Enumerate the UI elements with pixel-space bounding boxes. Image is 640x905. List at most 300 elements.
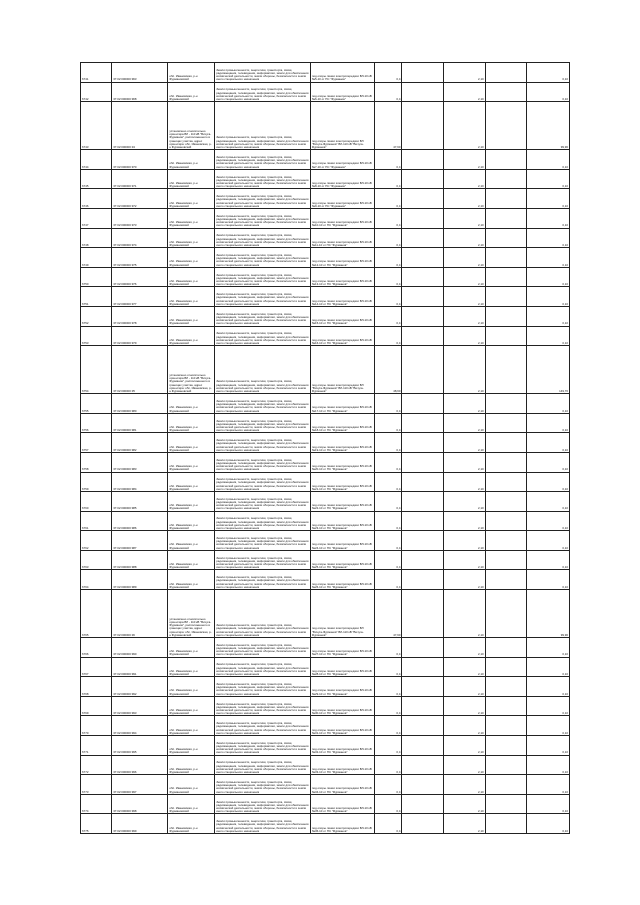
location-cell: обл. Ивановская, р-н Фурмановский	[168, 169, 215, 189]
land-category-cell: Земли промышленности, энергетики, транспорта, связи, радиовещания, телевидения, информатики, земли для обеспечения космической деятельности, земли обороны, безопасности и земли иного специального назначения	[215, 394, 311, 414]
table-row	[81, 590, 570, 638]
permitted-use-cell: под опоры линии электропередачи ВЛ-10 кВ №7-10 от ПС "Фурманов"	[310, 150, 375, 170]
location-cell: обл. Ивановская, р-н Фурмановский	[168, 150, 215, 170]
value-cell: 0,10	[527, 657, 570, 677]
value-cell: 0,10	[527, 638, 570, 658]
location-cell: обл. Ивановская, р-н Фурмановский	[168, 472, 215, 492]
table-row	[81, 82, 570, 102]
row-number-cell: 6750	[81, 267, 112, 287]
rate-cell: 2,10	[444, 492, 486, 512]
empty-cell	[485, 570, 527, 590]
empty-cell	[402, 775, 444, 795]
cadastral-number-cell: 37:02:000000:983	[112, 452, 168, 472]
empty-cell	[485, 63, 527, 83]
area-cell: 0,4	[375, 638, 402, 658]
area-cell: 0,4	[375, 287, 402, 307]
empty-cell	[485, 287, 527, 307]
land-category-cell: Земли промышленности, энергетики, транспорта, связи, радиовещания, телевидения, информатики, земли для обеспечения космической деятельности, земли обороны, безопасности и земли иного специального назначения	[215, 657, 311, 677]
land-category-cell: Земли промышленности, энергетики, транспорта, связи, радиовещания, телевидения, информатики, земли для обеспечения космической деятельности, земли обороны, безопасности и земли иного специального назначения	[215, 590, 311, 638]
location-cell: обл. Ивановская, р-н Фурмановский	[168, 326, 215, 346]
rate-cell: 2,10	[444, 472, 486, 492]
row-number-cell: 6761	[81, 511, 112, 531]
row-number-cell: 6749	[81, 248, 112, 268]
land-category-cell: Земли промышленности, энергетики, транспорта, связи, радиовещания, телевидения, информатики, земли для обеспечения космической деятельности, земли обороны, безопасности и земли иного специального назначения	[215, 814, 311, 834]
value-cell: 0,10	[527, 736, 570, 756]
rate-cell: 2,10	[444, 794, 486, 814]
empty-cell	[402, 590, 444, 638]
rate-cell: 2,10	[444, 267, 486, 287]
permitted-use-cell: под опоры линии электропередачи ВЛ-10 кВ №9-10 от ПС "Фурманов"	[310, 189, 375, 209]
rate-cell: 2,10	[444, 736, 486, 756]
permitted-use-cell: под опоры линии электропередачи ВЛ-10 кВ №21-10 от ПС "Фурманов"	[310, 472, 375, 492]
permitted-use-cell: под опоры линии электропередачи ВЛ-10 кВ №23-10 от ПС "Фурманов"	[310, 511, 375, 531]
rate-cell: 2,10	[444, 638, 486, 658]
rate-cell: 2,10	[444, 306, 486, 326]
rate-cell: 2,10	[444, 102, 486, 150]
area-cell: 48,60	[375, 346, 402, 394]
cadastral-number-cell: 37:02:000000:35	[112, 346, 168, 394]
cadastral-number-cell: 37:02:000000:987	[112, 531, 168, 551]
permitted-use-cell: под опоры линии электропередачи ВЛ-10 кВ №33-10 от ПС "Фурманов"	[310, 755, 375, 775]
cadastral-number-cell: 37:02:000000:34	[112, 102, 168, 150]
permitted-use-cell: под опоры линии электропередачи ВЛ-10 кВ №15-10 от ПС "Фурманов"	[310, 306, 375, 326]
table-row	[81, 657, 570, 677]
row-number-cell: 6774	[81, 794, 112, 814]
location-cell: обл. Ивановская, р-н Фурмановский	[168, 452, 215, 472]
area-cell: 0,4	[375, 326, 402, 346]
value-cell: 0,10	[527, 511, 570, 531]
empty-cell	[485, 590, 527, 638]
land-plot-table	[80, 62, 570, 834]
permitted-use-cell: под опоры линии электропередачи ВЛ-10 кВ №10-10 от ПС "Фурманов"	[310, 208, 375, 228]
cadastral-number-cell: 37:02:000000:984	[112, 472, 168, 492]
empty-cell	[402, 492, 444, 512]
empty-cell	[402, 346, 444, 394]
empty-cell	[485, 189, 527, 209]
rate-cell: 2,10	[444, 326, 486, 346]
location-cell: обл. Ивановская, р-н Фурмановский	[168, 287, 215, 307]
cadastral-number-cell: 37:02:000000:995	[112, 736, 168, 756]
area-cell: 0,4	[375, 755, 402, 775]
land-category-cell: Земли промышленности, энергетики, транспорта, связи, радиовещания, телевидения, информатики, земли для обеспечения космической деятельности, земли обороны, безопасности и земли иного специального назначения	[215, 736, 311, 756]
rate-cell: 2,10	[444, 169, 486, 189]
table-row	[81, 511, 570, 531]
empty-cell	[402, 550, 444, 570]
permitted-use-cell: под опоры линии электропередачи ВЛ-10 кВ №30-10 от ПС "Фурманов"	[310, 696, 375, 716]
cadastral-number-cell: 37:02:000000:998	[112, 794, 168, 814]
rate-cell: 2,10	[444, 82, 486, 102]
table-row	[81, 736, 570, 756]
empty-cell	[485, 696, 527, 716]
land-category-cell: Земли промышленности, энергетики, транспорта, связи, радиовещания, телевидения, информатики, земли для обеспечения космической деятельности, земли обороны, безопасности и земли иного специального назначения	[215, 570, 311, 590]
land-category-cell: Земли промышленности, энергетики, транспорта, связи, радиовещания, телевидения, информатики, земли для обеспечения космической деятельности, земли обороны, безопасности и земли иного специального назначения	[215, 638, 311, 658]
area-cell: 0,4	[375, 696, 402, 716]
land-category-cell: Земли промышленности, энергетики, транспорта, связи, радиовещания, телевидения, информатики, земли для обеспечения космической деятельности, земли обороны, безопасности и земли иного специального назначения	[215, 696, 311, 716]
empty-cell	[402, 511, 444, 531]
table-row	[81, 267, 570, 287]
rate-cell: 2,10	[444, 208, 486, 228]
table-row	[81, 63, 570, 83]
table-row	[81, 102, 570, 150]
land-category-cell: Земли промышленности, энергетики, транспорта, связи, радиовещания, телевидения, информатики, земли для обеспечения космической деятельности, земли обороны, безопасности и земли иного специального назначения	[215, 248, 311, 268]
permitted-use-cell: под опоры линии электропередачи ВЛ-10 кВ №16-10 от ПС "Фурманов"	[310, 326, 375, 346]
location-cell: обл. Ивановская, р-н Фурмановский	[168, 248, 215, 268]
empty-cell	[485, 531, 527, 551]
land-category-cell: Земли промышленности, энергетики, транспорта, связи, радиовещания, телевидения, информатики, земли для обеспечения космической деятельности, земли обороны, безопасности и земли иного специального назначения	[215, 755, 311, 775]
table-row	[81, 755, 570, 775]
area-cell: 0,4	[375, 716, 402, 736]
empty-cell	[402, 189, 444, 209]
table-row	[81, 696, 570, 716]
value-cell: 0,10	[527, 267, 570, 287]
permitted-use-cell: под опоры линии электропередачи ВЛ-10 кВ №18-10 от ПС "Фурманов"	[310, 413, 375, 433]
area-cell: 0,4	[375, 82, 402, 102]
empty-cell	[485, 511, 527, 531]
location-cell: обл. Ивановская, р-н Фурмановский	[168, 696, 215, 716]
value-cell: 0,10	[527, 550, 570, 570]
area-cell: 47,60	[375, 102, 402, 150]
empty-cell	[485, 169, 527, 189]
permitted-use-cell: под опоры линии электропередачи ВЛ-10 кВ №32-10 от ПС "Фурманов"	[310, 736, 375, 756]
empty-cell	[485, 550, 527, 570]
row-number-cell: 6748	[81, 228, 112, 248]
empty-cell	[485, 677, 527, 697]
empty-cell	[485, 657, 527, 677]
row-number-cell: 6773	[81, 775, 112, 795]
location-cell: обл. Ивановская, р-н Фурмановский	[168, 208, 215, 228]
permitted-use-cell: под опоры линии электропередачи ВЛ-10 кВ №31-10 от ПС "Фурманов"	[310, 716, 375, 736]
value-cell: 0,10	[527, 570, 570, 590]
land-category-cell: Земли промышленности, энергетики, транспорта, связи, радиовещания, телевидения, информатики, земли для обеспечения космической деятельности, земли обороны, безопасности и земли иного специального назначения	[215, 472, 311, 492]
land-category-cell: Земли промышленности, энергетики, транспорта, связи, радиовещания, телевидения, информатики, земли для обеспечения космической деятельности, земли обороны, безопасности и земли иного специального назначения	[215, 511, 311, 531]
location-cell: обл. Ивановская, р-н Фурмановский	[168, 638, 215, 658]
row-number-cell: 6747	[81, 208, 112, 228]
rate-cell: 2,10	[444, 248, 486, 268]
row-number-cell: 6755	[81, 394, 112, 414]
cadastral-number-cell: 37:02:000000:963	[112, 63, 168, 83]
cadastral-number-cell: 37:02:000000:989	[112, 570, 168, 590]
area-cell: 0,4	[375, 452, 402, 472]
area-cell: 0,4	[375, 208, 402, 228]
value-cell: 0,10	[527, 814, 570, 834]
cadastral-number-cell: 37:02:000000:978	[112, 306, 168, 326]
row-number-cell: 6775	[81, 814, 112, 834]
value-cell: 0,10	[527, 492, 570, 512]
table-row	[81, 570, 570, 590]
cadastral-number-cell: 37:02:000000:992	[112, 677, 168, 697]
cadastral-number-cell: 37:02:000000:976	[112, 267, 168, 287]
empty-cell	[402, 248, 444, 268]
permitted-use-cell: под опоры линии электропередачи ВЛ-10 кВ №8-10 от ПС "Фурманов"	[310, 169, 375, 189]
location-cell: обл. Ивановская, р-н Фурмановский	[168, 736, 215, 756]
table-row	[81, 394, 570, 414]
rate-cell: 2,10	[444, 228, 486, 248]
area-cell: 0,4	[375, 775, 402, 795]
table-row	[81, 452, 570, 472]
cadastral-number-cell: 37:02:000000:982	[112, 433, 168, 453]
permitted-use-cell: под опоры линии электропередачи ВЛ-10 кВ №19-10 от ПС "Фурманов"	[310, 433, 375, 453]
table-row	[81, 346, 570, 394]
rate-cell: 2,10	[444, 413, 486, 433]
empty-cell	[402, 452, 444, 472]
area-cell: 0,4	[375, 550, 402, 570]
area-cell: 0,4	[375, 814, 402, 834]
empty-cell	[485, 716, 527, 736]
land-category-cell: Земли промышленности, энергетики, транспорта, связи, радиовещания, телевидения, информатики, земли для обеспечения космической деятельности, земли обороны, безопасности и земли иного специального назначения	[215, 287, 311, 307]
empty-cell	[485, 248, 527, 268]
permitted-use-cell: под опоры линии электропередачи ВЛ-10 кВ №34-10 от ПС "Фурманов"	[310, 775, 375, 795]
value-cell: 0,10	[527, 433, 570, 453]
value-cell: 0,10	[527, 82, 570, 102]
permitted-use-cell: под опоры линии электропередачи ВЛ-10 кВ №26-10 от ПС "Фурманов"	[310, 570, 375, 590]
location-cell: обл. Ивановская, р-н Фурмановский	[168, 63, 215, 83]
rate-cell: 2,10	[444, 346, 486, 394]
cadastral-number-cell: 37:02:000000:988	[112, 550, 168, 570]
table-row	[81, 638, 570, 658]
value-cell: 0,10	[527, 169, 570, 189]
cadastral-number-cell: 37:02:000000:991	[112, 657, 168, 677]
empty-cell	[485, 150, 527, 170]
empty-cell	[402, 102, 444, 150]
value-cell: 0,10	[527, 150, 570, 170]
table-row	[81, 413, 570, 433]
empty-cell	[485, 228, 527, 248]
land-category-cell: Земли промышленности, энергетики, транспорта, связи, радиовещания, телевидения, информатики, земли для обеспечения космической деятельности, земли обороны, безопасности и земли иного специального назначения	[215, 775, 311, 795]
table-row	[81, 433, 570, 453]
cadastral-number-cell: 37:02:000000:986	[112, 511, 168, 531]
row-number-cell: 6765	[81, 590, 112, 638]
table-row	[81, 716, 570, 736]
row-number-cell: 6744	[81, 150, 112, 170]
location-cell: установлено относительно ориентира ВЛ - 110 кВ "Вичуга-Фурманов", расположенного в границах участка, адрес ориентира: обл. Ивановская, р-н Фурмановский	[168, 346, 215, 394]
rate-cell: 2,10	[444, 570, 486, 590]
empty-cell	[402, 82, 444, 102]
value-cell: 0,10	[527, 248, 570, 268]
location-cell: установлено относительно ориентира ВЛ - 110 кВ "Вичуга-Фурманов", расположенного в границах участка, адрес ориентира: обл. Ивановская, р-н Фурмановский	[168, 102, 215, 150]
table-row	[81, 677, 570, 697]
land-category-cell: Земли промышленности, энергетики, транспорта, связи, радиовещания, телевидения, информатики, земли для обеспечения космической деятельности, земли обороны, безопасности и земли иного специального назначения	[215, 452, 311, 472]
location-cell: обл. Ивановская, р-н Фурмановский	[168, 531, 215, 551]
location-cell: обл. Ивановская, р-н Фурмановский	[168, 570, 215, 590]
cadastral-number-cell: 37:02:000000:971	[112, 169, 168, 189]
empty-cell	[402, 267, 444, 287]
permitted-use-cell: под опоры линии электропередачи ВЛ "Вичуга-Фурманов" ВЛ-110 кВ "Вичуга-Фурманов"	[310, 590, 375, 638]
rate-cell: 2,10	[444, 696, 486, 716]
land-category-cell: Земли промышленности, энергетики, транспорта, связи, радиовещания, телевидения, информатики, земли для обеспечения космической деятельности, земли обороны, безопасности и земли иного специального назначения	[215, 531, 311, 551]
empty-cell	[485, 814, 527, 834]
rate-cell: 2,10	[444, 394, 486, 414]
location-cell: обл. Ивановская, р-н Фурмановский	[168, 492, 215, 512]
land-category-cell: Земли промышленности, энергетики, транспорта, связи, радиовещания, телевидения, информатики, земли для обеспечения космической деятельности, земли обороны, безопасности и земли иного специального назначения	[215, 794, 311, 814]
rate-cell: 2,10	[444, 550, 486, 570]
row-number-cell: 6764	[81, 570, 112, 590]
empty-cell	[402, 814, 444, 834]
rate-cell: 2,10	[444, 189, 486, 209]
area-cell: 0,4	[375, 531, 402, 551]
permitted-use-cell: под опоры линии электропередачи ВЛ "Вичуга-Фурманов" ВЛ-110 кВ "Вичуга-Фурманов"	[310, 102, 375, 150]
value-cell: 0,10	[527, 794, 570, 814]
location-cell: установлено относительно ориентира ВЛ - 110 кВ "Вичуга-Фурманов", расположенного в границах участка, адрес ориентира: обл. Ивановская, р-н Фурмановский	[168, 590, 215, 638]
rate-cell: 2,10	[444, 590, 486, 638]
cadastral-number-cell: 37:02:000000:990	[112, 638, 168, 658]
empty-cell	[402, 228, 444, 248]
permitted-use-cell: под опоры линии электропередачи ВЛ-10 кВ №24-10 от ПС "Фурманов"	[310, 531, 375, 551]
empty-cell	[485, 267, 527, 287]
row-number-cell: 6762	[81, 531, 112, 551]
row-number-cell: 6742	[81, 82, 112, 102]
empty-cell	[485, 82, 527, 102]
land-category-cell: Земли промышленности, энергетики, транспорта, связи, радиовещания, телевидения, информатики, земли для обеспечения космической деятельности, земли обороны, безопасности и земли иного специального назначения	[215, 208, 311, 228]
empty-cell	[402, 306, 444, 326]
location-cell: обл. Ивановская, р-н Фурмановский	[168, 413, 215, 433]
empty-cell	[485, 492, 527, 512]
empty-cell	[485, 433, 527, 453]
table-body	[81, 63, 570, 834]
permitted-use-cell: под опоры линии электропередачи ВЛ-10 кВ №6-10 от ПС "Фурманов"	[310, 82, 375, 102]
location-cell: обл. Ивановская, р-н Фурмановский	[168, 716, 215, 736]
table-row	[81, 472, 570, 492]
area-cell: 0,4	[375, 511, 402, 531]
value-cell: 0,10	[527, 394, 570, 414]
area-cell: 0,4	[375, 306, 402, 326]
cadastral-number-cell: 37:02:000000:975	[112, 248, 168, 268]
empty-cell	[402, 696, 444, 716]
cadastral-number-cell: 37:02:000000:981	[112, 413, 168, 433]
empty-cell	[402, 657, 444, 677]
cadastral-number-cell: 37:02:000000:996	[112, 755, 168, 775]
area-cell: 0,4	[375, 677, 402, 697]
rate-cell: 2,10	[444, 531, 486, 551]
empty-cell	[402, 472, 444, 492]
cadastral-number-cell: 37:02:000000:970	[112, 150, 168, 170]
empty-cell	[402, 433, 444, 453]
area-cell: 0,4	[375, 267, 402, 287]
rate-cell: 2,10	[444, 677, 486, 697]
table-row	[81, 228, 570, 248]
rate-cell: 2,10	[444, 287, 486, 307]
row-number-cell: 6758	[81, 452, 112, 472]
table-row	[81, 814, 570, 834]
cadastral-number-cell: 37:02:000000:36	[112, 590, 168, 638]
value-cell: 0,10	[527, 189, 570, 209]
location-cell: обл. Ивановская, р-н Фурмановский	[168, 814, 215, 834]
value-cell: 0,10	[527, 472, 570, 492]
permitted-use-cell: под опоры линии электропередачи ВЛ-10 кВ №20-10 от ПС "Фурманов"	[310, 452, 375, 472]
rate-cell: 2,10	[444, 775, 486, 795]
area-cell: 0,4	[375, 248, 402, 268]
land-category-cell: Земли промышленности, энергетики, транспорта, связи, радиовещания, телевидения, информатики, земли для обеспечения космической деятельности, земли обороны, безопасности и земли иного специального назначения	[215, 433, 311, 453]
empty-cell	[485, 394, 527, 414]
permitted-use-cell: под опоры линии электропередачи ВЛ-10 кВ №11-10 от ПС "Фурманов"	[310, 228, 375, 248]
area-cell: 0,4	[375, 394, 402, 414]
table-row	[81, 150, 570, 170]
row-number-cell: 6757	[81, 433, 112, 453]
cadastral-number-cell: 37:02:000000:968	[112, 82, 168, 102]
rate-cell: 2,10	[444, 814, 486, 834]
permitted-use-cell: под опоры линии электропередачи ВЛ-10 кВ №35-10 от ПС "Фурманов"	[310, 794, 375, 814]
row-number-cell: 6756	[81, 413, 112, 433]
row-number-cell: 6751	[81, 287, 112, 307]
row-number-cell: 6766	[81, 638, 112, 658]
permitted-use-cell: под опоры линии электропередачи ВЛ-10 кВ №17-10 от ПС "Фурманов"	[310, 394, 375, 414]
location-cell: обл. Ивановская, р-н Фурмановский	[168, 550, 215, 570]
table-row	[81, 531, 570, 551]
location-cell: обл. Ивановская, р-н Фурмановский	[168, 267, 215, 287]
empty-cell	[485, 208, 527, 228]
permitted-use-cell: под опоры линии электропередачи ВЛ-10 кВ №12-10 от ПС "Фурманов"	[310, 248, 375, 268]
table-row	[81, 169, 570, 189]
empty-cell	[485, 452, 527, 472]
table-row	[81, 306, 570, 326]
location-cell: обл. Ивановская, р-н Фурмановский	[168, 394, 215, 414]
row-number-cell: 6771	[81, 736, 112, 756]
land-category-cell: Земли промышленности, энергетики, транспорта, связи, радиовещания, телевидения, информатики, земли для обеспечения космической деятельности, земли обороны, безопасности и земли иного специального назначения	[215, 492, 311, 512]
row-number-cell: 6768	[81, 677, 112, 697]
empty-cell	[402, 413, 444, 433]
rate-cell: 2,10	[444, 63, 486, 83]
table-row	[81, 492, 570, 512]
land-category-cell: Земли промышленности, энергетики, транспорта, связи, радиовещания, телевидения, информатики, земли для обеспечения космической деятельности, земли обороны, безопасности и земли иного специального назначения	[215, 169, 311, 189]
rate-cell: 2,10	[444, 716, 486, 736]
table-row	[81, 248, 570, 268]
location-cell: обл. Ивановская, р-н Фурмановский	[168, 775, 215, 795]
empty-cell	[485, 306, 527, 326]
rate-cell: 2,10	[444, 755, 486, 775]
empty-cell	[402, 326, 444, 346]
empty-cell	[402, 169, 444, 189]
row-number-cell: 6769	[81, 696, 112, 716]
area-cell: 0,4	[375, 150, 402, 170]
value-cell: 0,10	[527, 452, 570, 472]
cadastral-number-cell: 37:02:000000:980	[112, 394, 168, 414]
land-category-cell: Земли промышленности, энергетики, транспорта, связи, радиовещания, телевидения, информатики, земли для обеспечения космической деятельности, земли обороны, безопасности и земли иного специального назначения	[215, 267, 311, 287]
location-cell: обл. Ивановская, р-н Фурмановский	[168, 306, 215, 326]
value-cell: 0,10	[527, 208, 570, 228]
area-cell: 0,4	[375, 657, 402, 677]
value-cell: 0,10	[527, 287, 570, 307]
empty-cell	[485, 326, 527, 346]
permitted-use-cell: под опоры линии электропередачи ВЛ-10 кВ №14-10 от ПС "Фурманов"	[310, 287, 375, 307]
row-number-cell: 6753	[81, 326, 112, 346]
row-number-cell: 6772	[81, 755, 112, 775]
empty-cell	[402, 287, 444, 307]
permitted-use-cell: под опоры линии электропередачи ВЛ "Вичуга-Фурманов" ВЛ-110 кВ "Вичуга-Фурманов"	[310, 346, 375, 394]
table-row	[81, 550, 570, 570]
cadastral-number-cell: 37:02:000000:994	[112, 716, 168, 736]
empty-cell	[402, 716, 444, 736]
permitted-use-cell: под опоры линии электропередачи ВЛ-10 кВ №22-10 от ПС "Фурманов"	[310, 492, 375, 512]
empty-cell	[402, 570, 444, 590]
rate-cell: 2,10	[444, 452, 486, 472]
area-cell: 0,4	[375, 189, 402, 209]
area-cell: 47,60	[375, 590, 402, 638]
land-category-cell: Земли промышленности, энергетики, транспорта, связи, радиовещания, телевидения, информатики, земли для обеспечения космической деятельности, земли обороны, безопасности и земли иного специального назначения	[215, 550, 311, 570]
cadastral-number-cell: 37:02:000000:997	[112, 775, 168, 795]
table-row	[81, 794, 570, 814]
row-number-cell: 6760	[81, 492, 112, 512]
empty-cell	[402, 794, 444, 814]
cadastral-number-cell: 37:02:000000:974	[112, 228, 168, 248]
land-category-cell: Земли промышленности, энергетики, транспорта, связи, радиовещания, телевидения, информатики, земли для обеспечения космической деятельности, земли обороны, безопасности и земли иного специального назначения	[215, 150, 311, 170]
rate-cell: 2,10	[444, 433, 486, 453]
value-cell: 149,76	[527, 346, 570, 394]
permitted-use-cell: под опоры линии электропередачи ВЛ-10 кВ №25-10 от ПС "Фурманов"	[310, 550, 375, 570]
row-number-cell: 6741	[81, 63, 112, 83]
value-cell: 0,10	[527, 755, 570, 775]
empty-cell	[402, 736, 444, 756]
land-category-cell: Земли промышленности, энергетики, транспорта, связи, радиовещания, телевидения, информатики, земли для обеспечения космической деятельности, земли обороны, безопасности и земли иного специального назначения	[215, 306, 311, 326]
empty-cell	[485, 794, 527, 814]
